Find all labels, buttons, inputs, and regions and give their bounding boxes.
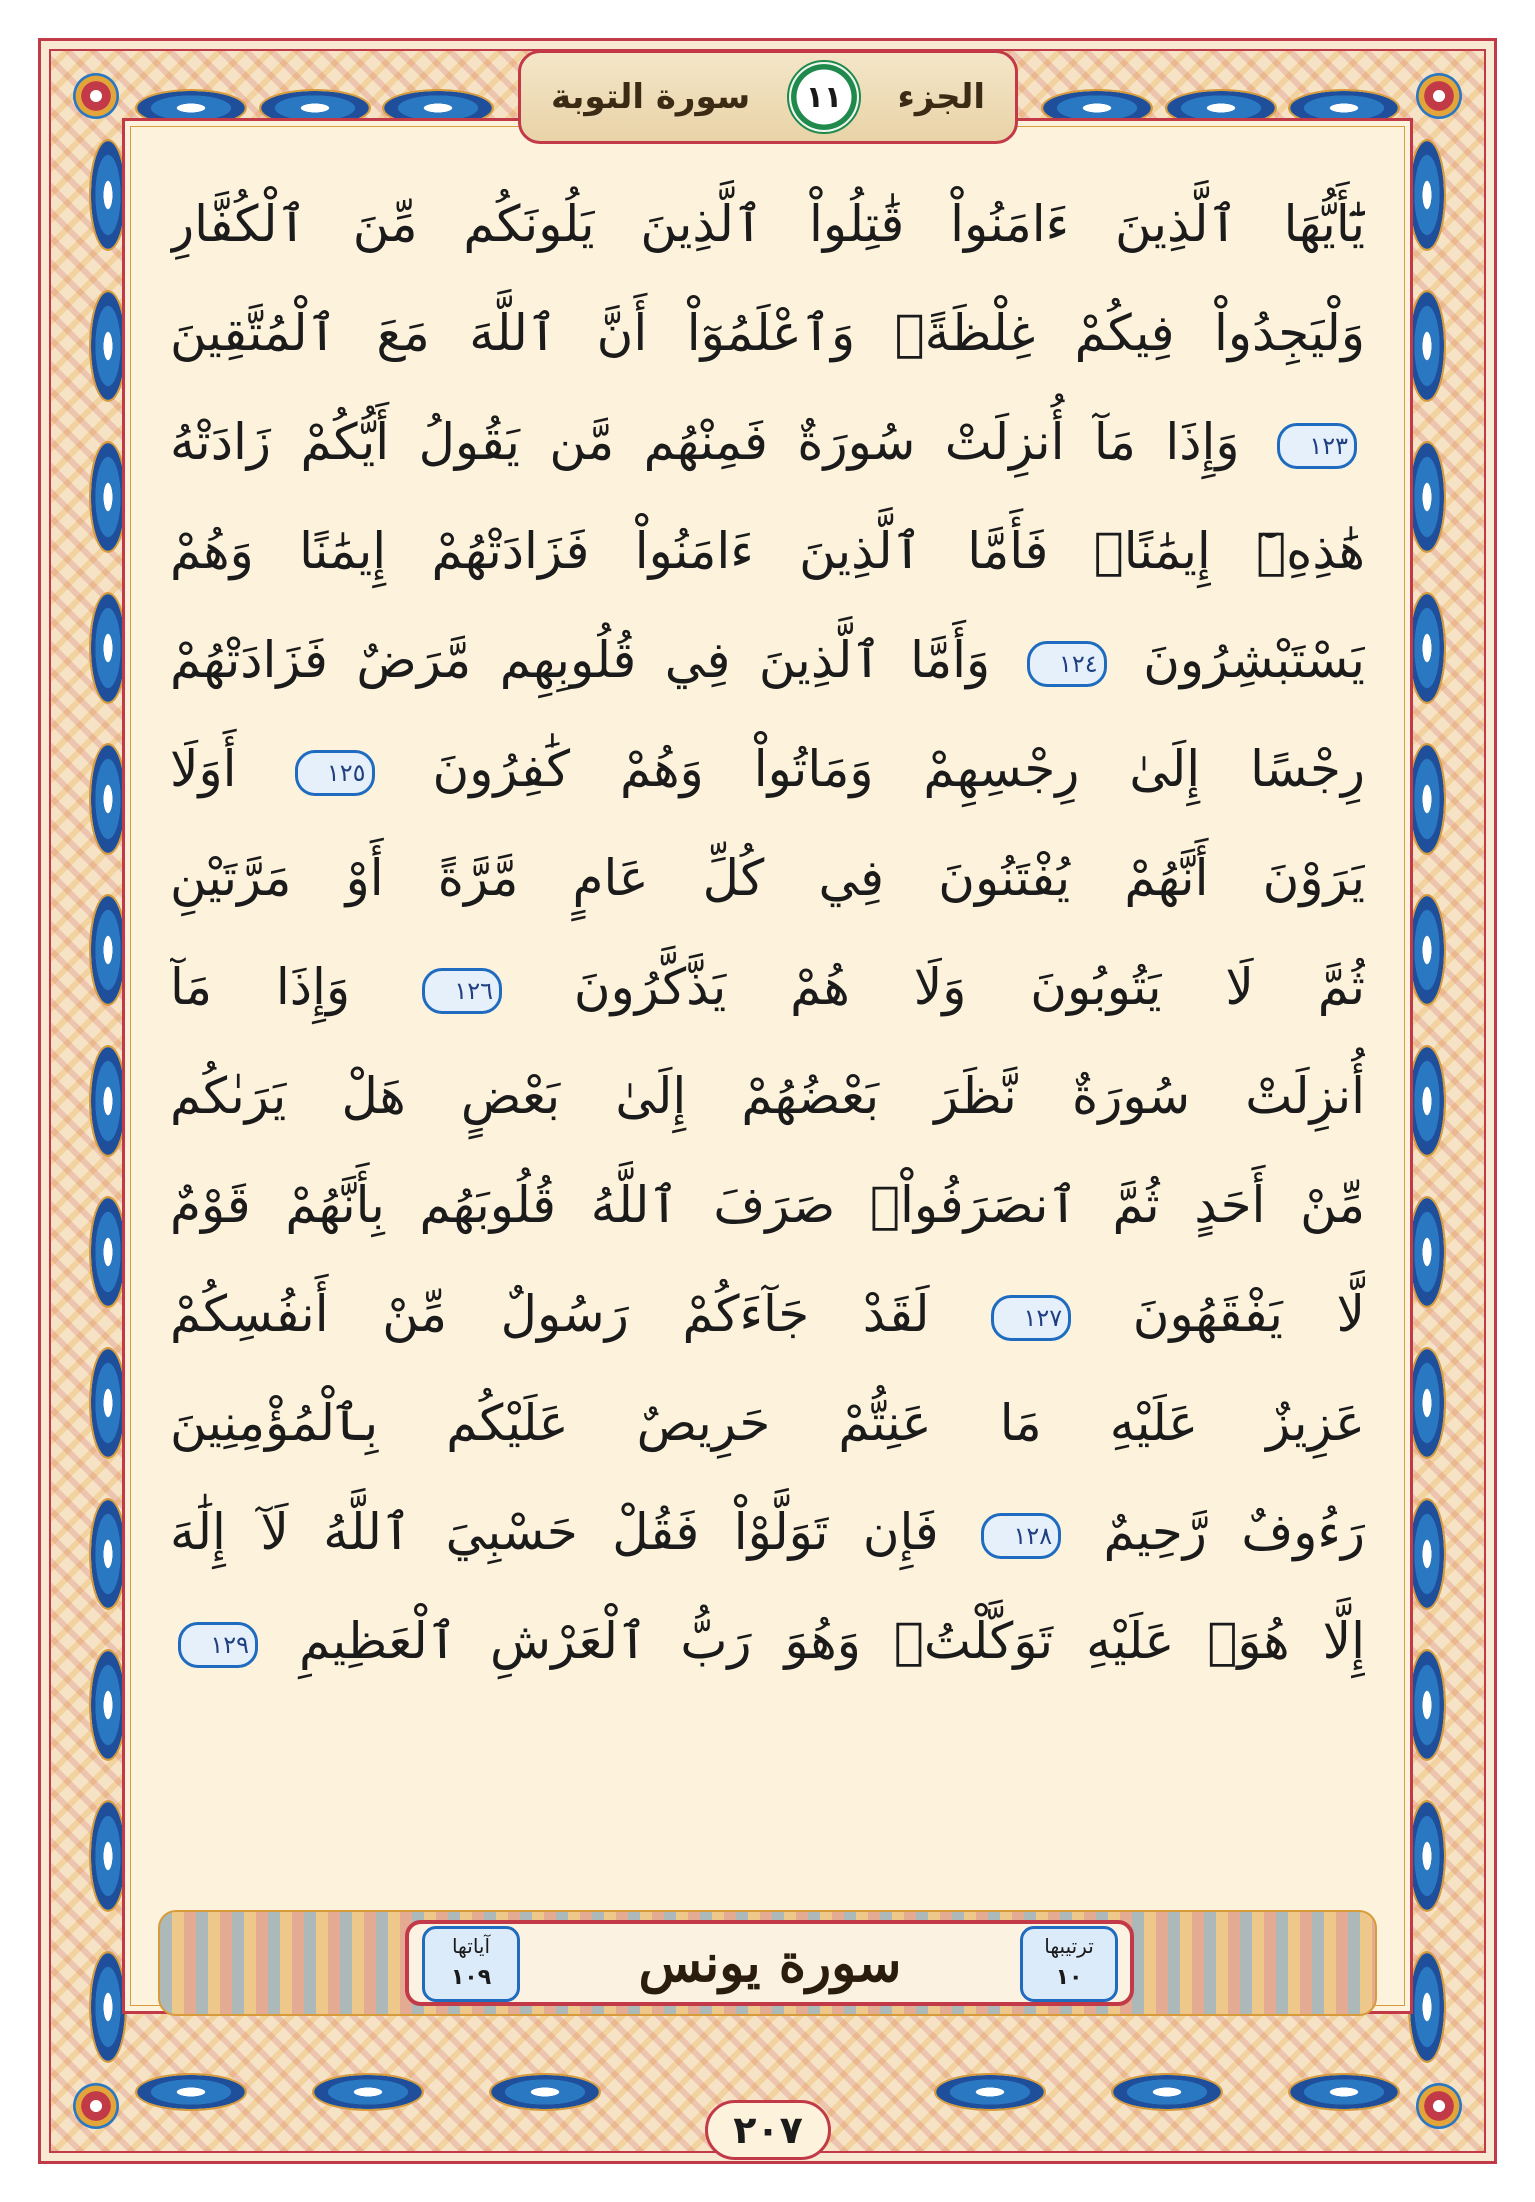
oval-medallion-icon — [1410, 745, 1444, 853]
oval-medallion-icon — [1410, 1500, 1444, 1608]
oval-medallion-icon — [491, 2075, 599, 2109]
page-header — [518, 50, 1018, 144]
oval-medallion-icon — [91, 1802, 125, 1910]
oval-medallion-icon — [1410, 292, 1444, 400]
oval-medallion-icon — [1410, 1198, 1444, 1306]
surah-ayat-value: ١٠٩ — [450, 1965, 492, 1990]
oval-medallion-icon — [1410, 594, 1444, 702]
ayah-number-marker: ١٢٣ — [1277, 423, 1357, 469]
ayah-number-marker: ١٢٨ — [981, 1513, 1061, 1559]
surah-order-value: ١٠ — [1055, 1965, 1083, 1990]
verse-line: عَزِيزٌ عَلَيْهِ مَا عَنِتُّمْ حَرِيصٌ عَلَيْكُم بِٱلْمُؤْمِنِينَ — [170, 1394, 1365, 1452]
verse-line: أُنزِلَتْ سُورَةٌ نَّظَرَ بَعْضُهُمْ إِلَىٰ بَعْضٍ هَلْ يَرَىٰكُم — [170, 1067, 1365, 1125]
corner-rosette-icon — [1416, 73, 1462, 119]
oval-medallion-icon — [1410, 1802, 1444, 1910]
oval-medallion-icon — [1410, 1651, 1444, 1759]
verse-line: ١٢٣ وَإِذَا مَآ أُنزِلَتْ سُورَةٌ فَمِنْهُم مَّن يَقُولُ أَيُّكُمْ زَادَتْهُ — [170, 388, 1365, 497]
surah-order-box — [1020, 1926, 1118, 2002]
surah-name: سورة التوبة — [551, 77, 751, 117]
juz-number-badge: ١١ — [787, 60, 861, 134]
oval-medallion-icon — [1410, 1953, 1444, 2061]
corner-rosette-icon — [73, 73, 119, 119]
oval-medallion-icon — [1410, 141, 1444, 249]
corner-rosette-icon — [73, 2083, 119, 2129]
oval-medallion-icon — [91, 1651, 125, 1759]
surah-order-label: ترتيبها — [1044, 1934, 1094, 1958]
oval-medallion-icon — [91, 443, 125, 551]
verse-line: إِلَّا هُوَۖ عَلَيْهِ تَوَكَّلْتُۖ وَهُوَ رَبُّ ٱلْعَرْشِ ٱلْعَظِيمِ ١٢٩ — [170, 1587, 1365, 1696]
oval-medallion-icon — [936, 2075, 1044, 2109]
oval-medallion-icon — [1410, 443, 1444, 551]
oval-medallion-icon — [91, 745, 125, 853]
ayah-number-marker: ١٢٦ — [422, 968, 502, 1014]
verse-line: هَٰذِهِۦٓ إِيمَٰنًاۚ فَأَمَّا ٱلَّذِينَ ءَامَنُواْ فَزَادَتْهُمْ إِيمَٰنًا وَهُمْ — [170, 522, 1365, 580]
ayah-number-marker: ١٢٩ — [178, 1622, 258, 1668]
oval-medallion-icon — [91, 896, 125, 1004]
oval-medallion-icon — [91, 1349, 125, 1457]
verse-lines — [170, 170, 1365, 1696]
oval-medallion-icon — [1113, 2075, 1221, 2109]
juz-label: الجزء — [897, 77, 985, 117]
verse-line: وَلْيَجِدُواْ فِيكُمْ غِلْظَةًۚ وَٱعْلَمُوٓاْ أَنَّ ٱللَّهَ مَعَ ٱلْمُتَّقِينَ — [170, 304, 1365, 362]
verse-line: رِجْسًا إِلَىٰ رِجْسِهِمْ وَمَاتُواْ وَهُمْ كَٰفِرُونَ ١٢٥ أَوَلَا — [170, 740, 1365, 798]
oval-medallion-icon — [91, 1953, 125, 2061]
oval-medallion-icon — [1290, 2075, 1398, 2109]
oval-medallion-icon — [1410, 1047, 1444, 1155]
oval-medallion-icon — [91, 1047, 125, 1155]
oval-medallion-icon — [91, 141, 125, 249]
surah-title: سورة يونس — [638, 1933, 902, 1994]
oval-medallion-icon — [314, 2075, 422, 2109]
ayah-number-marker: ١٢٥ — [295, 750, 375, 796]
verse-line: يَٰٓأَيُّهَا ٱلَّذِينَ ءَامَنُواْ قَٰتِلُواْ ٱلَّذِينَ يَلُونَكُم مِّنَ ٱلْكُفَّارِ — [170, 195, 1365, 253]
ayah-number-marker: ١٢٧ — [991, 1295, 1071, 1341]
verse-line: ثُمَّ لَا يَتُوبُونَ وَلَا هُمْ يَذَّكَّرُونَ ١٢٦ وَإِذَا مَآ — [170, 958, 1365, 1016]
verse-line: يَسْتَبْشِرُونَ ١٢٤ وَأَمَّا ٱلَّذِينَ فِي قُلُوبِهِم مَّرَضٌ فَزَادَتْهُمْ — [170, 631, 1365, 689]
oval-medallion-icon — [91, 1198, 125, 1306]
oval-medallion-icon — [137, 2075, 245, 2109]
oval-medallion-icon — [91, 594, 125, 702]
oval-medallion-icon — [91, 292, 125, 400]
page-number: ٢٠٧ — [705, 2100, 831, 2160]
surah-ayat-label: آياتها — [451, 1934, 491, 1958]
ayah-number-marker: ١٢٤ — [1027, 641, 1107, 687]
oval-medallion-icon — [1410, 896, 1444, 1004]
oval-medallion-icon — [1410, 1349, 1444, 1457]
surah-banner — [158, 1910, 1377, 2016]
verse-line: مِّنْ أَحَدٍ ثُمَّ ٱنصَرَفُواْۚ صَرَفَ ٱللَّهُ قُلُوبَهُم بِأَنَّهُمْ قَوْمٌ — [170, 1176, 1365, 1234]
oval-medallion-icon — [91, 1500, 125, 1608]
verse-line: لَّا يَفْقَهُونَ ١٢٧ لَقَدْ جَآءَكُمْ رَسُولٌ مِّنْ أَنفُسِكُمْ — [170, 1285, 1365, 1343]
surah-ayat-count-box — [422, 1926, 520, 2002]
verse-line: رَءُوفٌ رَّحِيمٌ ١٢٨ فَإِن تَوَلَّوْاْ فَقُلْ حَسْبِيَ ٱللَّهُ لَآ إِلَٰهَ — [170, 1503, 1365, 1561]
verse-line: يَرَوْنَ أَنَّهُمْ يُفْتَنُونَ فِي كُلِّ عَامٍ مَّرَّةً أَوْ مَرَّتَيْنِ — [170, 849, 1365, 907]
corner-rosette-icon — [1416, 2083, 1462, 2129]
